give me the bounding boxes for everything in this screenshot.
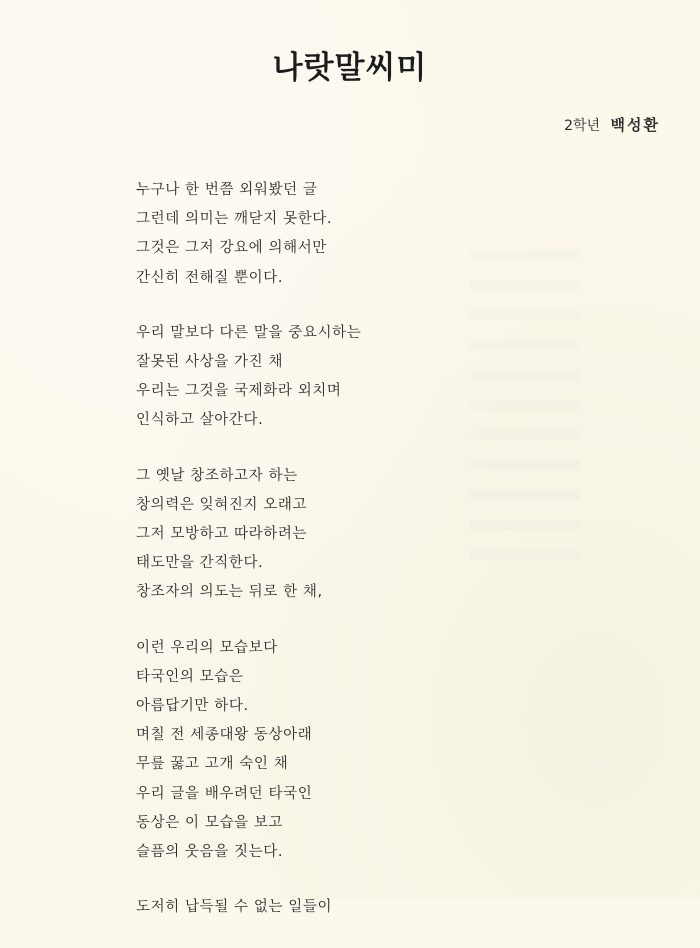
byline	[564, 114, 660, 135]
poem-line: 태도만을 간직한다.	[136, 555, 264, 572]
stanza-2	[136, 319, 616, 436]
poem-line: 간신히 전해질 뿐이다.	[136, 269, 284, 286]
poem-line: 무릎 꿇고 고개 숙인 채	[136, 756, 289, 773]
poem-line: 우리는 그것을 국제화라 외치며	[136, 383, 342, 400]
poem-line: 슬픔의 웃음을 짓는다.	[136, 844, 284, 861]
poem-line: 아름답기만 하다.	[136, 698, 249, 715]
poem-line: 우리 글을 배우려던 타국인	[136, 785, 313, 802]
stanza-1	[136, 176, 616, 293]
poem-line: 창의력은 잊혀진지 오래고	[136, 496, 308, 513]
poem-line: 이런 우리의 모습보다	[136, 639, 278, 656]
poem-line: 우리 말보다 다른 말을 중요시하는	[136, 324, 362, 341]
poem-title: 나랏말씨미	[272, 50, 428, 86]
stanza-3	[136, 462, 616, 608]
poem-line: 창조자의 의도는 뒤로 한 채,	[136, 584, 323, 601]
poem-line: 잘못된 사상을 가진 채	[136, 354, 284, 371]
poem-line: 누구나 한 번쯤 외워봤던 글	[136, 182, 318, 198]
author-grade: 2학년	[564, 118, 601, 134]
poem-line: 그저 모방하고 따라하려는	[136, 526, 308, 543]
poem-line: 도저히 납득될 수 없는 일들이	[136, 899, 333, 916]
poem-line: 그 옛날 창조하고자 하는	[136, 467, 298, 484]
poem-line: 타국인의 모습은	[136, 668, 244, 685]
stanza-5	[136, 893, 616, 922]
poem-line: 며칠 전 세종대왕 동상아래	[136, 727, 313, 744]
poem-line: 그런데 의미는 깨닫지 못한다.	[136, 211, 333, 228]
poem-line: 동상은 이 모습을 보고	[136, 814, 284, 831]
poem-line: 인식하고 살아간다.	[136, 412, 264, 429]
stanza-4	[136, 634, 616, 868]
poem-line: 그것은 그저 강요에 의해서만	[136, 240, 327, 257]
poem-body	[136, 176, 616, 948]
author-name: 백성환	[610, 116, 660, 134]
